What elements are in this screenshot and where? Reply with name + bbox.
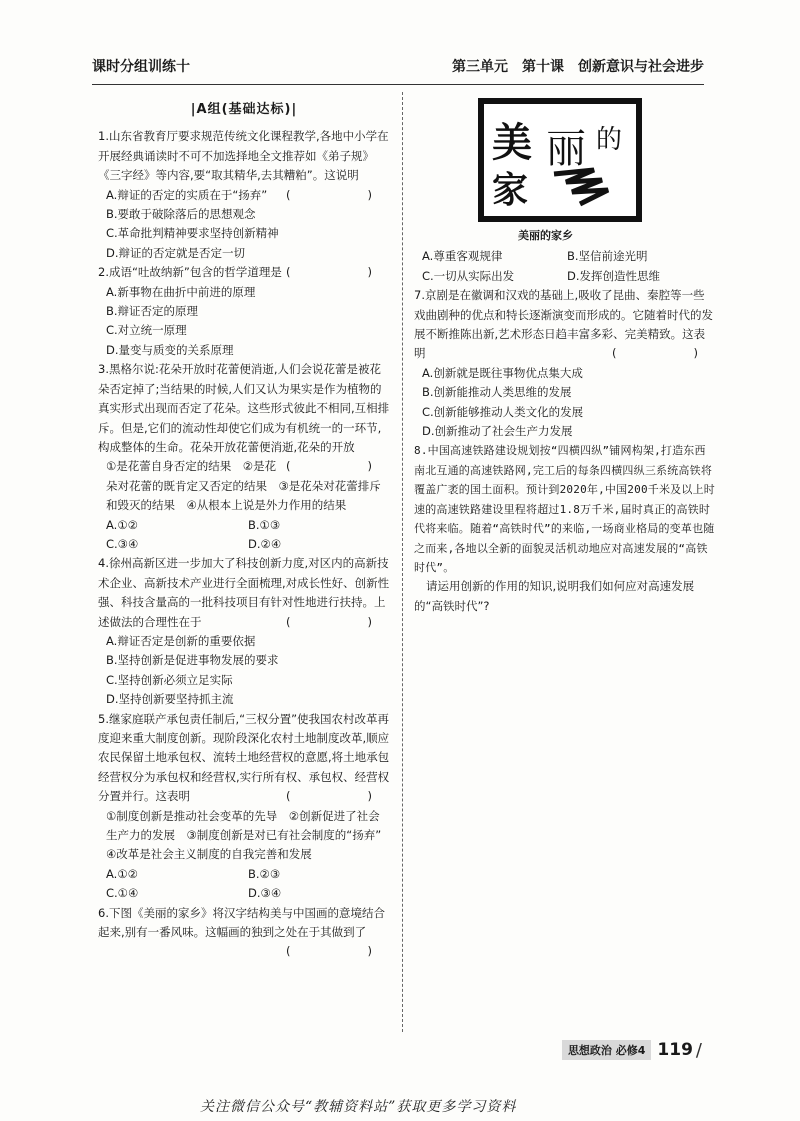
option-row: [414, 247, 716, 266]
subject-badge: 思想政治 必修4: [562, 1040, 651, 1060]
option: A.创新就是既往事物优点集大成: [422, 365, 583, 380]
option: B.①③: [248, 517, 281, 532]
question-6-stem: 6.下图《美丽的家乡》将汉字结构美与中国画的意境结合起来,别有一番风味。这幅画的独到之处在于其做到了: [98, 905, 385, 940]
option: D.发挥创造性思维: [567, 268, 661, 283]
page-footer: [562, 1040, 702, 1060]
option: C.革命批判精神要求坚持创新精神: [106, 226, 279, 241]
option-row: [98, 865, 390, 884]
option: D.坚持创新要坚持抓主流: [106, 692, 234, 707]
option: B.辩证否定的原理: [106, 304, 199, 319]
left-column: [98, 100, 393, 962]
right-column: [414, 98, 716, 616]
painting-image: [478, 98, 642, 222]
question-8: [414, 441, 716, 577]
option: C.创新能够推动人类文化的发展: [422, 404, 584, 419]
header-left-title: 课时分组训练十: [92, 59, 190, 75]
option: D.辩证的否定就是否定一切: [106, 245, 246, 260]
page-number: 119: [657, 1040, 693, 1060]
option: C.对立统一原理: [106, 323, 187, 338]
option: D.创新推动了社会生产力发展: [422, 424, 573, 439]
option-row: [98, 516, 390, 535]
painting-char: 美: [492, 119, 532, 166]
option-row: [414, 267, 716, 286]
option-row: [98, 535, 390, 554]
footnote-promo: 关注微信公众号“教辅资料站”获取更多学习资料: [200, 1099, 517, 1115]
option: B.坚持创新是促进事物发展的要求: [106, 653, 279, 668]
answer-paren: ( ): [286, 187, 390, 202]
option: C.坚持创新必须立足实际: [106, 672, 233, 687]
option: C.①④: [106, 886, 139, 901]
painting-char: 的: [596, 125, 623, 155]
page-header: [92, 56, 704, 78]
painting-char: 丽: [546, 126, 586, 172]
option: B.②③: [248, 866, 281, 881]
question-1-stem: 1.山东省教育厅要求规范传统文化课程教学,各地中小学在开展经典诵读时不可不加选择地全文推荐如《弟子规》《三字经》等内容,要“取其精华,去其糟粕”。这说明: [98, 129, 389, 183]
answer-paren: ( ): [286, 459, 390, 474]
answer-paren: ( ): [286, 265, 390, 280]
question-3: [98, 360, 390, 554]
option: D.量变与质变的关系原理: [106, 342, 234, 357]
option: A.①②: [106, 866, 138, 881]
column-divider: [402, 92, 403, 1032]
option: C.一切从实际出发: [422, 268, 515, 283]
option: A.尊重客观规律: [422, 249, 503, 264]
painting-art: [484, 104, 636, 216]
page-slash: /: [695, 1039, 702, 1061]
question-3-stem: 3.黑格尔说:花朵开放时花蕾便消逝,人们会说花蕾是被花朵否定掉了;当结果的时候,人们又认为果实是作为植物的真实形式出现而否定了花朵。这些形式彼此不相同,互相排斥。但是,它们的流动性却使它们成为有机统一的一环节,构成整体的生命。花朵开放花蕾便消逝,花朵的开放: [98, 362, 390, 454]
header-right-title: 第三单元 第十课 创新意识与社会进步: [452, 59, 704, 75]
option-row: [98, 884, 390, 903]
answer-paren: ( ): [286, 614, 390, 629]
painting-char: 家: [492, 169, 529, 211]
option: B.坚信前途光明: [567, 249, 648, 264]
question-8-ask: 请运用创新的作用的知识,说明我们如何应对高速发展的“高铁时代”?: [414, 579, 695, 613]
question-7-stem: 7.京剧是在徽调和汉戏的基础上,吸收了昆曲、秦腔等一些戏曲剧种的优点和特长逐渐演变而形成的。它随着时代的发展不断推陈出新,艺术形态日趋丰富多彩、完美精致。这表明: [414, 288, 713, 361]
question-7: [414, 286, 716, 441]
question-5-stem: 5.继家庭联产承包责任制后,“三权分置”使我国农村改革再度迎来重大制度创新。现阶段深化农村土地制度改革,顺应农民保留土地承包权、流转土地经营权的意愿,将土地承包经营权分为承包权和经营权,实行所有权、承包权、经营权分置并行。这表明: [98, 711, 390, 804]
section-title: |A组(基础达标)|: [190, 102, 298, 117]
option: A.新事物在曲折中前进的原理: [106, 284, 256, 299]
question-8-stem: 8.中国高速铁路建设规划按“四横四纵”铺网构架,打造东西南北互通的高速铁路网,完工后的每条四横四纵三系统高铁将覆盖广袤的国土面积。预计到2020年,中国200千米及以上时速的高速铁路建设里程将超过1.8万千米,届时真正的高铁时代将来临。随着“高铁时代”的来临,一场商业格局的变革也随之而来,各地以全新的面貌灵活机动地应对高速发展的“高铁时代”。: [414, 444, 715, 574]
question-2: [98, 263, 390, 360]
option: A.①②: [106, 517, 138, 532]
option: D.③④: [248, 886, 282, 901]
question-2-stem: 2.成语“吐故纳新”包含的哲学道理是: [98, 265, 282, 280]
question-5: [98, 710, 393, 904]
question-1: [98, 127, 390, 263]
header-rule: [92, 84, 704, 85]
option: A.辩证的否定的实质在于“扬弃”: [106, 187, 268, 202]
painting-caption: 美丽的家乡: [518, 229, 573, 242]
option: B.要敢于破除落后的思想观念: [106, 207, 256, 222]
question-4: [98, 554, 390, 709]
option: C.③④: [106, 536, 139, 551]
answer-paren: ( ): [286, 789, 390, 804]
question-4-stem: 4.徐州高新区进一步加大了科技创新力度,对区内的高新技术企业、高新技术产业进行全面梳理,对成长性好、创新性强、科技含量高的一批科技项目有针对性地进行扶持。上述做法的合理性在于: [98, 556, 390, 629]
option: B.创新能推动人类思维的发展: [422, 385, 572, 400]
option: D.②④: [248, 536, 282, 551]
stair-stroke: [554, 170, 608, 204]
answer-paren: ( ): [612, 346, 716, 361]
option: A.辩证否定是创新的重要依据: [106, 633, 256, 648]
question-3-statements: ①是花蕾自身否定的结果 ②是花朵对花蕾的既肯定又否定的结果 ③是花朵对花蕾排斥和毁灭的结果 ④从根本上说是外力作用的结果: [106, 459, 381, 513]
question-5-statements: ①制度创新是推动社会变革的先导 ②创新促进了社会生产力的发展 ③制度创新是对已有社会制度的“扬弃” ④改革是社会主义制度的自我完善和发展: [106, 808, 393, 862]
question-6: [98, 904, 390, 959]
answer-paren: ( ): [286, 944, 390, 959]
